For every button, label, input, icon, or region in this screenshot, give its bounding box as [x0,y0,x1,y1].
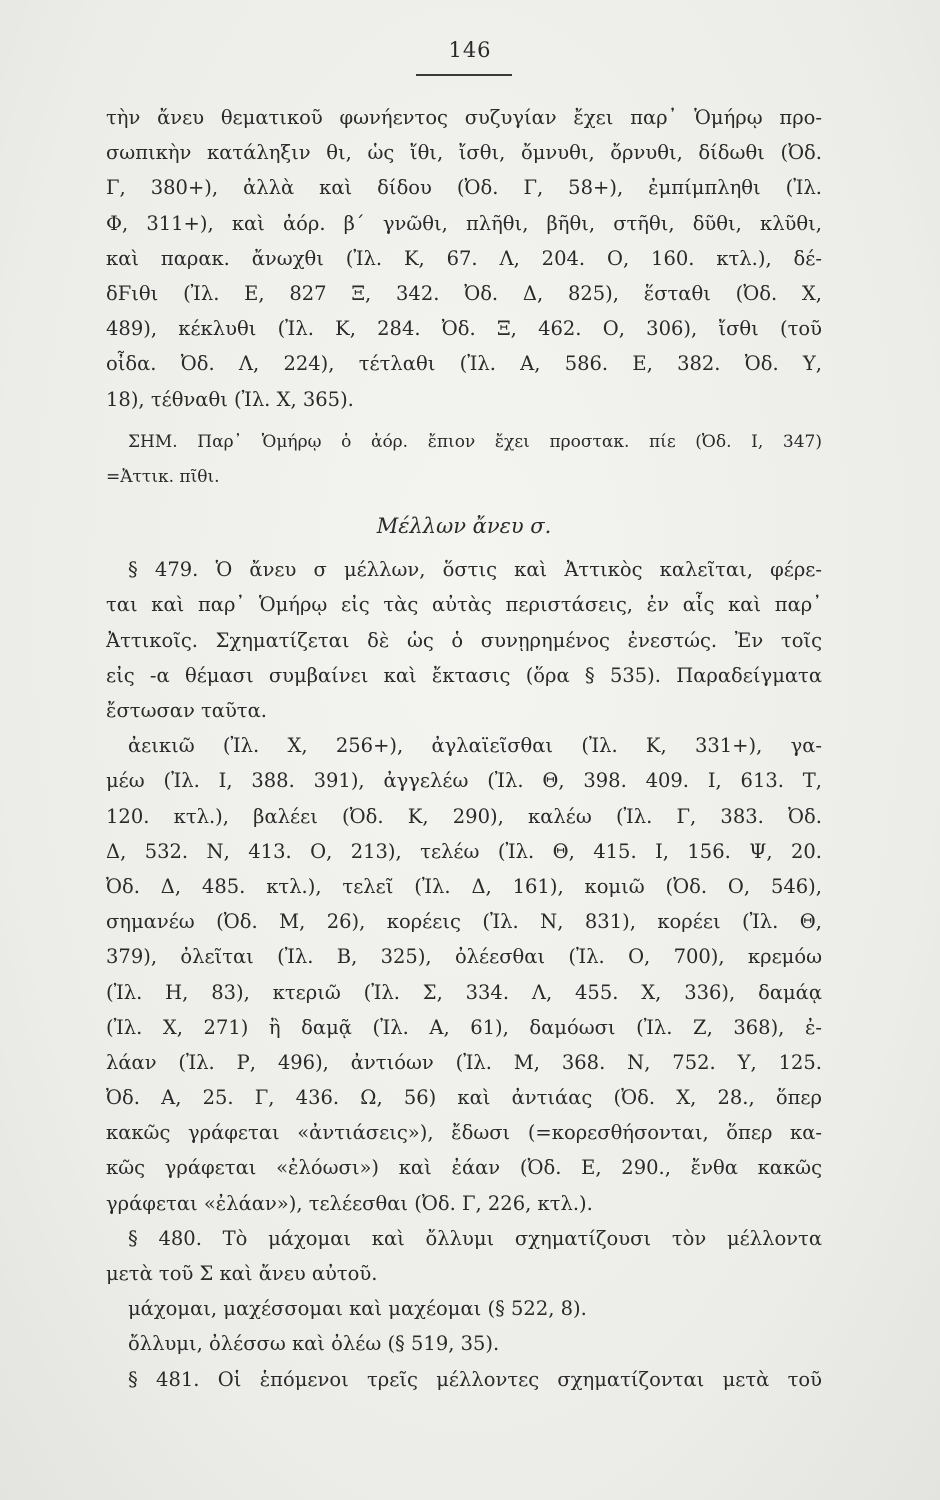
paragraph-line: § 481. Οἱ ἑπόμενοι τρεῖς μέλλοντες σχηματίζονται μετὰ τοῦ [128,1367,822,1391]
text-line: σωπικὴν κατάληξιν θι, ὡς ἴθι, ἴσθι, ὄμνυθι, ὄρνυθι, δίδωθι (Ὀδ. [106,141,822,165]
paragraph-line: εἰς -α θέμασι συμβαίνει καὶ ἔκτασις (ὅρα § 535). Παραδείγματα [106,663,822,687]
paragraph-line: σημανέω (Ὀδ. Μ, 26), κορέεις (Ἰλ. Ν, 831), κορέει (Ἰλ. Θ, [106,910,822,934]
paragraph-line: (Ἰλ. Χ, 271) ἢ δαμᾷ (Ἰλ. Α, 61), δαμόωσι (Ἰλ. Ζ, 368), ἐ- [106,1015,822,1039]
text-line: Γ, 380+), ἀλλὰ καὶ δίδου (Ὀδ. Γ, 58+), ἐμπίμπληθι (Ἰλ. [106,176,822,200]
paragraph-line: ἔστωσαν ταῦτα. [106,699,267,722]
paragraph-line: μετὰ τοῦ Σ καὶ ἄνευ αὐτοῦ. [106,1262,378,1285]
note-line: =Ἀττικ. πῖθι. [106,466,220,487]
text-line: 489), κέκλυθι (Ἰλ. Κ, 284. Ὀδ. Ξ, 462. Ο, 306), ἴσθι (τοῦ [106,317,822,341]
paragraph-line: Ὀδ. Δ, 485. κτλ.), τελεῖ (Ἰλ. Δ, 161), κομιῶ (Ὀδ. Ο, 546), [106,874,822,898]
page-text [106,100,822,1397]
section-title: Μέλλων ἄνευ σ. [376,514,552,539]
page-number-rule [416,74,512,76]
paragraph-line: κακῶς γράφεται «ἀντιάσεις»), ἔδωσι (=κορεσθήσονται, ὅπερ κα- [106,1121,822,1145]
paragraph-line: ἀεικιῶ (Ἰλ. Χ, 256+), ἀγλαϊεῖσθαι (Ἰλ. Κ, 331+), γα- [128,734,822,758]
text-line: τὴν ἄνευ θεματικοῦ φωνήεντος συζυγίαν ἔχει παρ᾽ Ὁμήρῳ προ- [106,106,822,129]
paragraph-line: μέω (Ἰλ. Ι, 388. 391), ἀγγελέω (Ἰλ. Θ, 398. 409. Ι, 613. Τ, [106,769,822,793]
paragraph-line: ται καὶ παρ᾽ Ὁμήρῳ εἰς τὰς αὐτὰς περιστάσεις, ἐν αἷς καὶ παρ᾽ [106,593,822,617]
paragraph-line: § 480. Τὸ μάχομαι καὶ ὄλλυμι σχηματίζουσι τὸν μέλλοντα [128,1226,822,1250]
text-line: 18), τέθναθι (Ἰλ. Χ, 365). [106,387,354,411]
page-number: 146 [448,38,492,62]
text-line: δϜιθι (Ἰλ. Ε, 827 Ξ, 342. Ὀδ. Δ, 825), ἕσταθι (Ὀδ. Χ, [106,281,822,305]
paragraph-line: Ὀδ. Α, 25. Γ, 436. Ω, 56) καὶ ἀντιάας (Ὀδ. Χ, 28., ὅπερ [106,1086,822,1110]
paragraph-line: Ἀττικοῖς. Σχηματίζεται δὲ ὡς ὁ συνῃρημένος ἐνεστώς. Ἐν τοῖς [106,628,822,652]
paragraph-line: ὄλλυμι, ὀλέσσω καὶ ὀλέω (§ 519, 35). [128,1332,500,1356]
note-line: ΣΗΜ. Παρ᾽ Ὁμήρῳ ὁ ἀόρ. ἔπιον ἔχει προστακ. πίε (Ὀδ. Ι, 347) [128,431,822,452]
paragraph-line: κῶς γράφεται «ἐλόωσι») καὶ ἐάαν (Ὀδ. Ε, 290., ἔνθα κακῶς [106,1156,822,1180]
text-line: καὶ παρακ. ἄνωχθι (Ἰλ. Κ, 67. Λ, 204. Ο, 160. κτλ.), δέ- [106,246,822,270]
text-line: οἶδα. Ὀδ. Λ, 224), τέτλαθι (Ἰλ. Α, 586. Ε, 382. Ὀδ. Υ, [106,352,822,376]
paragraph-line: 120. κτλ.), βαλέει (Ὀδ. Κ, 290), καλέω (Ἰλ. Γ, 383. Ὀδ. [106,804,822,828]
paragraph-line: λάαν (Ἰλ. Ρ, 496), ἀντιόων (Ἰλ. Μ, 368. Ν, 752. Υ, 125. [106,1050,822,1074]
paragraph-line: γράφεται «ἐλάαν»), τελέεσθαι (Ὀδ. Γ, 226, κτλ.). [106,1191,593,1215]
paragraph-line: μάχομαι, μαχέσσομαι καὶ μαχέομαι (§ 522, 8). [128,1297,587,1321]
paragraph-line: (Ἰλ. Η, 83), κτεριῶ (Ἰλ. Σ, 334. Λ, 455. Χ, 336), δαμάᾳ [106,980,822,1004]
paragraph-line: § 479. Ὁ ἄνευ σ μέλλων, ὅστις καὶ Ἀττικὸς καλεῖται, φέρε- [128,558,822,582]
paragraph-line: Δ, 532. Ν, 413. Ο, 213), τελέω (Ἰλ. Θ, 415. Ι, 156. Ψ, 20. [106,839,822,863]
paragraph-line: 379), ὀλεῖται (Ἰλ. Β, 325), ὀλέεσθαι (Ἰλ. Ο, 700), κρεμόω [106,945,822,969]
text-line: Φ, 311+), καὶ ἀόρ. β΄ γνῶθι, πλῆθι, βῆθι, στῆθι, δῦθι, κλῦθι, [106,211,822,235]
